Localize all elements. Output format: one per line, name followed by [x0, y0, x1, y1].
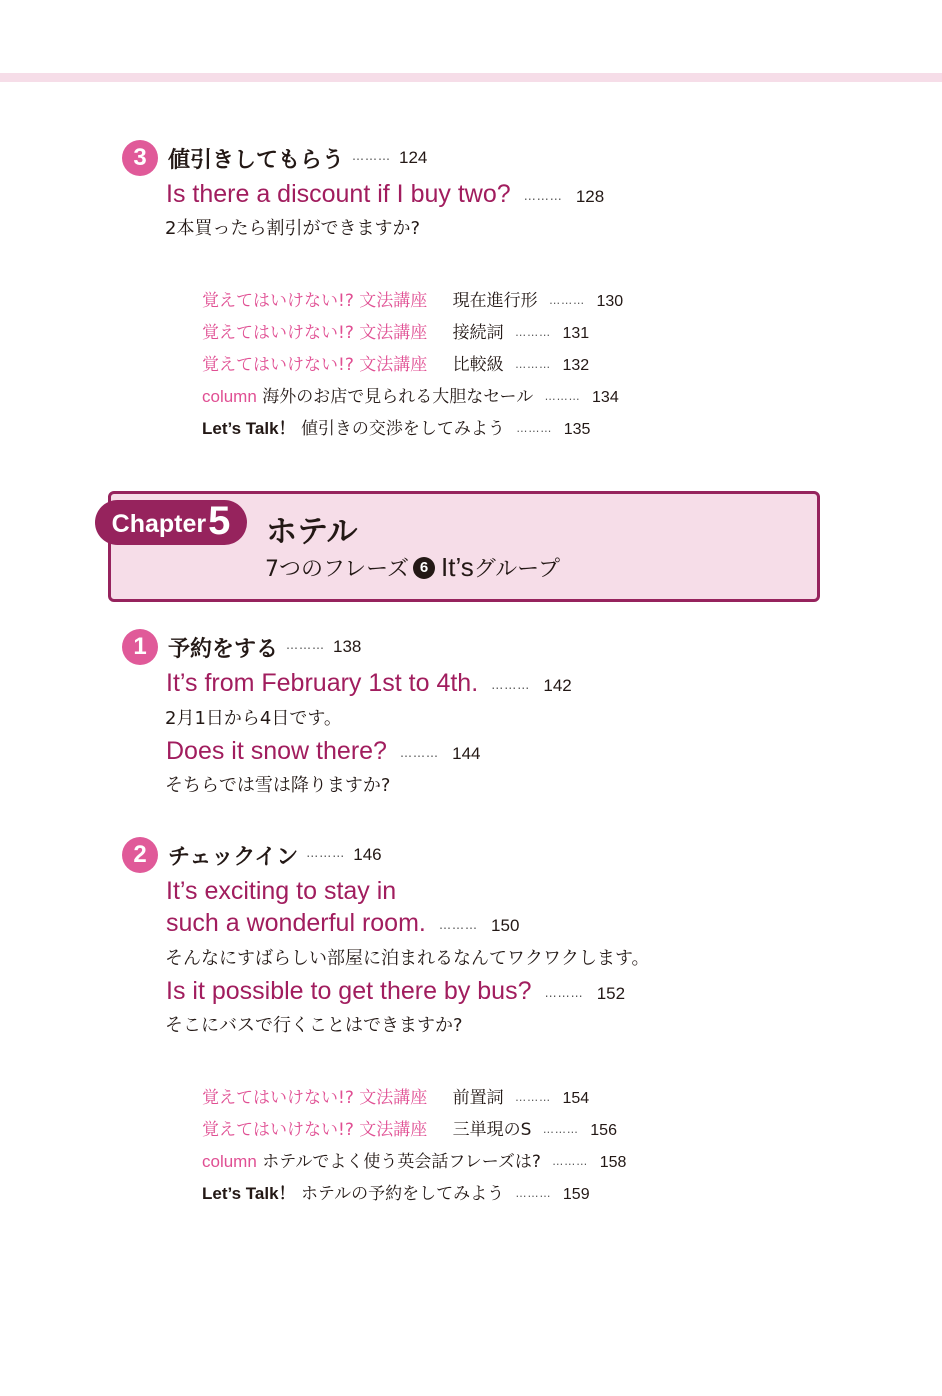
- leader-dots: ………: [515, 1187, 552, 1200]
- page-number: 138: [333, 637, 362, 656]
- subtitle-english: It’s: [441, 552, 474, 582]
- chapter-word: Chapter: [111, 510, 207, 538]
- phrase-entry[interactable]: [166, 180, 604, 209]
- leader-dots: ………: [352, 149, 392, 163]
- page-number: 142: [543, 676, 572, 695]
- japanese-translation: そこにバスで行くことはできますか?: [165, 1015, 463, 1036]
- phrase-entry[interactable]: [166, 669, 572, 698]
- leader-dots: ………: [286, 638, 326, 652]
- lets-talk-entry[interactable]: [202, 414, 590, 439]
- grammar-entry[interactable]: [202, 286, 623, 311]
- grammar-label: 覚えてはいけない!? 文法講座: [202, 1120, 428, 1140]
- lesson-number-badge: 1: [122, 629, 158, 665]
- japanese-translation: 2月1日から4日です。: [165, 708, 342, 729]
- entry-title: 三単現のS: [452, 1120, 532, 1140]
- leader-dots: ………: [544, 390, 581, 403]
- column-label: column: [202, 387, 257, 406]
- leader-dots: ………: [552, 1155, 589, 1168]
- page-number: 156: [590, 1122, 617, 1139]
- leader-dots: ………: [544, 986, 584, 1000]
- entry-title: 現在進行形: [452, 291, 538, 311]
- entry-title: 比較級: [452, 355, 504, 375]
- page-number: 152: [596, 984, 626, 1003]
- leader-dots: ………: [438, 918, 478, 932]
- leader-dots: ………: [549, 294, 586, 307]
- entry-title: 海外のお店で見られる大胆なセール: [262, 387, 534, 407]
- grammar-entry[interactable]: [202, 1115, 617, 1140]
- page-number: 132: [562, 357, 590, 374]
- leader-dots: ………: [306, 846, 346, 860]
- lesson-heading[interactable]: [122, 140, 427, 176]
- entry-title: ホテルでよく使う英会話フレーズは?: [262, 1152, 541, 1172]
- page-number: 159: [562, 1186, 590, 1203]
- lets-talk-entry[interactable]: [202, 1179, 590, 1204]
- english-phrase: Is it possible to get there by bus?: [166, 977, 532, 1005]
- japanese-translation: 2本買ったら割引ができますか?: [165, 218, 421, 239]
- phrase-entry[interactable]: [166, 737, 481, 766]
- page-number: 135: [563, 421, 591, 438]
- phrase-entry[interactable]: [166, 977, 625, 1006]
- english-phrase-line-1: It’s exciting to stay in: [166, 877, 397, 905]
- page-number: 134: [592, 389, 619, 406]
- page-number: 131: [562, 325, 590, 342]
- leader-dots: ………: [491, 678, 531, 692]
- english-phrase-line-2: such a wonderful room.: [166, 909, 426, 937]
- grammar-entry[interactable]: [202, 350, 589, 375]
- chapter-title[interactable]: ホテル: [266, 514, 358, 550]
- english-phrase: It’s from February 1st to 4th.: [166, 669, 479, 697]
- lets-talk-label: Let’s Talk！: [202, 1184, 296, 1203]
- page-number: 130: [596, 293, 624, 310]
- column-entry[interactable]: [202, 382, 619, 407]
- phrase-entry[interactable]: [166, 877, 396, 906]
- page-number: 150: [491, 916, 520, 935]
- group-number-badge: 6: [413, 557, 435, 579]
- lesson-title: 値引きしてもらう: [168, 147, 345, 173]
- leader-dots: ………: [515, 358, 552, 371]
- lesson-heading[interactable]: [122, 629, 361, 665]
- page-number: 146: [353, 845, 382, 864]
- lesson-number-badge: 2: [122, 837, 158, 873]
- page-number: 154: [562, 1090, 590, 1107]
- subtitle-suffix: グループ: [473, 557, 561, 582]
- japanese-translation: そんなにすばらしい部屋に泊まれるなんてワクワクします。: [165, 948, 650, 969]
- subtitle-prefix: 7つのフレーズ: [265, 557, 410, 582]
- japanese-translation: そちらでは雪は降りますか?: [165, 775, 391, 796]
- entry-title: 前置詞: [452, 1088, 504, 1108]
- grammar-entry[interactable]: [202, 318, 589, 343]
- english-phrase: Does it snow there?: [166, 737, 387, 765]
- column-entry[interactable]: [202, 1147, 626, 1172]
- leader-dots: ………: [515, 1091, 552, 1104]
- leader-dots: ………: [516, 422, 553, 435]
- leader-dots: ………: [400, 746, 440, 760]
- grammar-entry[interactable]: [202, 1083, 589, 1108]
- leader-dots: ………: [523, 189, 563, 203]
- grammar-label: 覚えてはいけない!? 文法講座: [202, 291, 428, 311]
- page-number: 124: [399, 148, 428, 167]
- grammar-label: 覚えてはいけない!? 文法講座: [202, 1088, 428, 1108]
- chapter-label: [95, 500, 247, 545]
- page-number: 158: [599, 1154, 627, 1171]
- lets-talk-label: Let’s Talk！: [202, 419, 296, 438]
- phrase-entry-continued[interactable]: [166, 909, 519, 938]
- lesson-title: 予約をする: [168, 636, 279, 662]
- entry-title: 値引きの交渉をしてみよう: [300, 419, 505, 439]
- entry-title: 接続詞: [452, 323, 504, 343]
- english-phrase: Is there a discount if I buy two?: [166, 180, 511, 208]
- entry-title: ホテルの予約をしてみよう: [300, 1184, 505, 1204]
- lesson-heading[interactable]: [122, 837, 382, 873]
- chapter-subtitle: [265, 552, 560, 583]
- lesson-number-badge: 3: [122, 140, 158, 176]
- grammar-label: 覚えてはいけない!? 文法講座: [202, 355, 428, 375]
- leader-dots: ………: [542, 1123, 579, 1136]
- chapter-number: 5: [208, 499, 231, 543]
- top-decorative-band: [0, 73, 942, 82]
- page-number: 128: [575, 187, 605, 206]
- page-number: 144: [452, 744, 481, 763]
- grammar-label: 覚えてはいけない!? 文法講座: [202, 323, 428, 343]
- column-label: column: [202, 1152, 257, 1171]
- lesson-title: チェックイン: [168, 844, 299, 870]
- leader-dots: ………: [515, 326, 552, 339]
